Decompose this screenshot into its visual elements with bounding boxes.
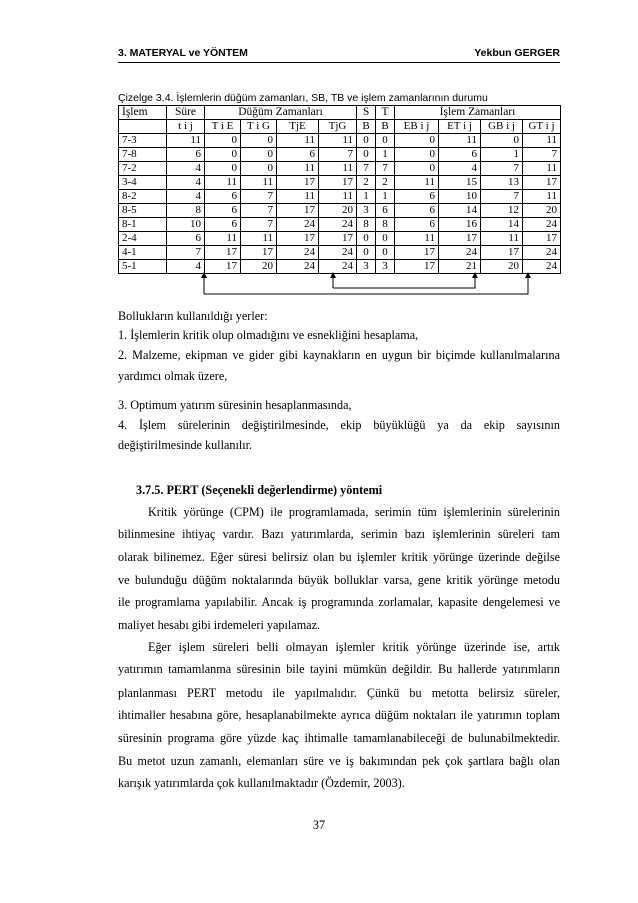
cell-gb: 14 bbox=[481, 218, 523, 232]
cell-tjg: 24 bbox=[319, 260, 357, 274]
cell-sure: 6 bbox=[167, 232, 205, 246]
cell-islem: 8-1 bbox=[119, 218, 167, 232]
cell-sb: 0 bbox=[357, 246, 376, 260]
table-container bbox=[118, 105, 560, 274]
running-header bbox=[118, 44, 560, 63]
table-row bbox=[119, 204, 561, 218]
subheader-tig: T i G bbox=[241, 120, 277, 134]
cell-islem: 7-3 bbox=[119, 134, 167, 148]
cell-sb: 7 bbox=[357, 162, 376, 176]
cell-tje: 17 bbox=[277, 176, 319, 190]
cell-tb: 0 bbox=[376, 134, 395, 148]
arrowhead bbox=[201, 272, 207, 278]
cell-sure: 8 bbox=[167, 204, 205, 218]
cell-tje: 11 bbox=[277, 134, 319, 148]
cell-tb: 3 bbox=[376, 260, 395, 274]
subheader-tjg: TjG bbox=[319, 120, 357, 134]
cell-tjg: 11 bbox=[319, 134, 357, 148]
subheader-empty bbox=[119, 120, 167, 134]
cell-tjg: 7 bbox=[319, 148, 357, 162]
table-row bbox=[119, 246, 561, 260]
cell-tjg: 11 bbox=[319, 190, 357, 204]
header-islem-zamanlari: İşlem Zamanları bbox=[395, 106, 561, 120]
header-t: T bbox=[376, 106, 395, 120]
cell-et: 21 bbox=[439, 260, 481, 274]
cell-tjg: 11 bbox=[319, 162, 357, 176]
cell-et: 11 bbox=[439, 134, 481, 148]
cell-islem: 7-2 bbox=[119, 162, 167, 176]
cell-sure: 4 bbox=[167, 260, 205, 274]
cell-tjg: 20 bbox=[319, 204, 357, 218]
cell-gb: 13 bbox=[481, 176, 523, 190]
cell-gb: 12 bbox=[481, 204, 523, 218]
bracket-arrow-inner bbox=[333, 274, 475, 288]
cell-sure: 4 bbox=[167, 176, 205, 190]
cell-tie: 0 bbox=[205, 162, 241, 176]
cell-et: 4 bbox=[439, 162, 481, 176]
cell-gb: 17 bbox=[481, 246, 523, 260]
cell-sb: 2 bbox=[357, 176, 376, 190]
cell-tb: 0 bbox=[376, 246, 395, 260]
cell-sb: 8 bbox=[357, 218, 376, 232]
cell-tb: 6 bbox=[376, 204, 395, 218]
cell-gt: 24 bbox=[523, 246, 561, 260]
cell-tie: 6 bbox=[205, 218, 241, 232]
cell-eb: 0 bbox=[395, 162, 439, 176]
cell-islem: 8-2 bbox=[119, 190, 167, 204]
header-s: S bbox=[357, 106, 376, 120]
cell-eb: 6 bbox=[395, 218, 439, 232]
header-sure: Süre bbox=[167, 106, 205, 120]
cell-gt: 11 bbox=[523, 162, 561, 176]
paragraph-line: ve bulunduğu düğüm noktalarında büyük bolluklar varsa, gene kritik yörünge metodu bbox=[118, 573, 560, 587]
cell-tb: 1 bbox=[376, 148, 395, 162]
cell-gt: 11 bbox=[523, 190, 561, 204]
table-row bbox=[119, 218, 561, 232]
cell-tjg: 24 bbox=[319, 218, 357, 232]
paragraph-line: bilinmesine ihtiyaç vardır. Bazı yatırımlarda, serimin bazı işlemlerinin süreleri tam bbox=[118, 527, 560, 541]
subheader-tb: B bbox=[376, 120, 395, 134]
cell-gb: 11 bbox=[481, 232, 523, 246]
cell-gt: 11 bbox=[523, 134, 561, 148]
paragraph-line: Kritik yörünge (CPM) ile programlamada, serimin tüm işlemlerinin sürelerinin bbox=[148, 505, 560, 519]
paragraph-line: maliyet hesabı gibi irdemeleri yapılamaz. bbox=[118, 618, 321, 632]
cell-tie: 6 bbox=[205, 204, 241, 218]
table-body bbox=[119, 134, 561, 274]
cell-et: 6 bbox=[439, 148, 481, 162]
cell-eb: 11 bbox=[395, 232, 439, 246]
cell-et: 17 bbox=[439, 232, 481, 246]
table-row bbox=[119, 162, 561, 176]
cell-gb: 0 bbox=[481, 134, 523, 148]
cell-tig: 11 bbox=[241, 232, 277, 246]
cell-tie: 17 bbox=[205, 246, 241, 260]
cell-tje: 24 bbox=[277, 260, 319, 274]
cell-gb: 20 bbox=[481, 260, 523, 274]
cell-tig: 7 bbox=[241, 204, 277, 218]
cell-gb: 1 bbox=[481, 148, 523, 162]
cell-tie: 17 bbox=[205, 260, 241, 274]
cell-tjg: 17 bbox=[319, 232, 357, 246]
uses-intro: Bollukların kullanıldığı yerler: bbox=[118, 309, 268, 323]
cell-tb: 2 bbox=[376, 176, 395, 190]
cell-islem: 8-5 bbox=[119, 204, 167, 218]
header-dugum-zamanlari: Düğüm Zamanları bbox=[205, 106, 357, 120]
subheader-eb: EB i j bbox=[395, 120, 439, 134]
cell-gt: 20 bbox=[523, 204, 561, 218]
cell-tig: 7 bbox=[241, 190, 277, 204]
cell-eb: 11 bbox=[395, 176, 439, 190]
list-item: 1. İşlemlerin kritik olup olmadığını ve esnekliğini hesaplama, bbox=[118, 328, 419, 342]
table-row bbox=[119, 232, 561, 246]
cell-sure: 6 bbox=[167, 148, 205, 162]
cell-sb: 1 bbox=[357, 190, 376, 204]
cell-tb: 1 bbox=[376, 190, 395, 204]
cell-gt: 17 bbox=[523, 232, 561, 246]
table-row bbox=[119, 134, 561, 148]
cell-tig: 11 bbox=[241, 176, 277, 190]
paragraph-line: yatırımın tamamlanma süresinin bile tayini mümkün değildir. Bu hallerde yatırımların bbox=[118, 662, 560, 676]
cell-tig: 0 bbox=[241, 162, 277, 176]
table-caption: Çizelge 3.4. İşlemlerin düğüm zamanları, SB, TB ve işlem zamanlarının durumu bbox=[118, 92, 488, 104]
list-item: 3. Optimum yatırım süresinin hesaplanmasında, bbox=[118, 398, 352, 412]
cell-tie: 0 bbox=[205, 134, 241, 148]
page-number: 37 bbox=[312, 818, 326, 832]
subheader-et: ET i j bbox=[439, 120, 481, 134]
cell-tig: 0 bbox=[241, 134, 277, 148]
cell-tjg: 24 bbox=[319, 246, 357, 260]
cell-sure: 10 bbox=[167, 218, 205, 232]
paragraph-line: planlanması PERT metodu ile yapılmalıdır. Çünkü bu metotta belirsiz süreler, bbox=[118, 686, 560, 700]
paragraph-line: Eğer işlem süreleri belli olmayan işlemler kritik yörünge üzerinde ise, artık bbox=[148, 640, 560, 654]
cell-tje: 6 bbox=[277, 148, 319, 162]
cell-sure: 7 bbox=[167, 246, 205, 260]
header-author: Yekbun GERGER bbox=[474, 47, 560, 59]
cell-tjg: 17 bbox=[319, 176, 357, 190]
table-row bbox=[119, 176, 561, 190]
cell-tie: 11 bbox=[205, 232, 241, 246]
cell-eb: 17 bbox=[395, 246, 439, 260]
cell-gt: 24 bbox=[523, 260, 561, 274]
subheader-sb: B bbox=[357, 120, 376, 134]
cell-tig: 0 bbox=[241, 148, 277, 162]
cell-islem: 3-4 bbox=[119, 176, 167, 190]
table-row bbox=[119, 148, 561, 162]
subheader-tje: TjE bbox=[277, 120, 319, 134]
cell-tig: 20 bbox=[241, 260, 277, 274]
table-subheader-row bbox=[119, 120, 561, 134]
paragraph-line: süresinin programa göre yüzde kaç ihtimalle tamamlanabileceği de bulunabilmektedir. bbox=[118, 731, 560, 745]
cell-sb: 0 bbox=[357, 148, 376, 162]
subheader-tie: T i E bbox=[205, 120, 241, 134]
bracket-arrow-outer bbox=[204, 274, 528, 294]
paragraph-line: ihtimaller hesabına göre, hesaplanabilmekte ayrıca düğüm noktaları ile yatırımın toplam bbox=[118, 708, 560, 722]
cell-islem: 5-1 bbox=[119, 260, 167, 274]
cell-gb: 7 bbox=[481, 162, 523, 176]
bracket-arrows bbox=[118, 272, 560, 298]
cell-tig: 17 bbox=[241, 246, 277, 260]
cell-sb: 3 bbox=[357, 204, 376, 218]
cell-tje: 17 bbox=[277, 232, 319, 246]
cell-gt: 24 bbox=[523, 218, 561, 232]
list-item: değiştirilmesinde kullanılır. bbox=[118, 438, 253, 452]
cell-sure: 4 bbox=[167, 190, 205, 204]
subheader-tij: t i j bbox=[167, 120, 205, 134]
cell-sb: 0 bbox=[357, 232, 376, 246]
paragraph-line: olarak bilinemez. Eğer süresi belirsiz olan bu işlemler kritik yörünge üzerinde değilse bbox=[118, 550, 560, 564]
header-islem: İşlem bbox=[119, 106, 167, 120]
cell-sb: 3 bbox=[357, 260, 376, 274]
list-item: 4. İşlem sürelerinin değiştirilmesinde, ekip büyüklüğü ya da ekip sayısının bbox=[118, 418, 560, 432]
cell-et: 10 bbox=[439, 190, 481, 204]
cell-tb: 7 bbox=[376, 162, 395, 176]
section-heading: 3.7.5. PERT (Seçenekli değerlendirme) yöntemi bbox=[136, 483, 383, 497]
cell-eb: 6 bbox=[395, 204, 439, 218]
cell-tb: 0 bbox=[376, 232, 395, 246]
cell-tje: 11 bbox=[277, 190, 319, 204]
list-item: yardımcı olmak üzere, bbox=[118, 369, 228, 383]
subheader-gb: GB i j bbox=[481, 120, 523, 134]
arrowhead bbox=[472, 272, 478, 278]
paragraph-line: karışık yatırımlarda çok kullanılmaktadır (Özdemir, 2003). bbox=[118, 776, 405, 790]
cell-eb: 6 bbox=[395, 190, 439, 204]
cell-sure: 4 bbox=[167, 162, 205, 176]
list-item: 2. Malzeme, ekipman ve gider gibi kaynakların en uygun bir biçimde kullanılmalarına bbox=[118, 348, 560, 362]
cell-et: 14 bbox=[439, 204, 481, 218]
paragraph-line: Bu metot uzun zamanlı, elemanları süre ve iş bakımından pek çok şartlara bağlı olan bbox=[118, 754, 560, 768]
cell-eb: 17 bbox=[395, 260, 439, 274]
cell-eb: 0 bbox=[395, 148, 439, 162]
cell-tb: 8 bbox=[376, 218, 395, 232]
cell-eb: 0 bbox=[395, 134, 439, 148]
cell-et: 16 bbox=[439, 218, 481, 232]
cell-tje: 17 bbox=[277, 204, 319, 218]
paragraph-line: ile programlama yapılabilir. Ancak iş programında zorlamalar, kapasite dengelemesi ve bbox=[118, 595, 560, 609]
cell-islem: 4-1 bbox=[119, 246, 167, 260]
table-header-row bbox=[119, 106, 561, 120]
cell-et: 15 bbox=[439, 176, 481, 190]
table-row bbox=[119, 190, 561, 204]
cell-gt: 17 bbox=[523, 176, 561, 190]
subheader-gt: GT i j bbox=[523, 120, 561, 134]
cell-gt: 7 bbox=[523, 148, 561, 162]
cell-tje: 11 bbox=[277, 162, 319, 176]
cell-islem: 7-8 bbox=[119, 148, 167, 162]
arrowhead bbox=[330, 272, 336, 278]
cell-tig: 7 bbox=[241, 218, 277, 232]
cell-tje: 24 bbox=[277, 218, 319, 232]
cell-tje: 24 bbox=[277, 246, 319, 260]
cell-sure: 11 bbox=[167, 134, 205, 148]
arrowhead bbox=[525, 272, 531, 278]
cell-tie: 0 bbox=[205, 148, 241, 162]
header-chapter: 3. MATERYAL ve YÖNTEM bbox=[118, 47, 248, 59]
cell-tie: 6 bbox=[205, 190, 241, 204]
cell-islem: 2-4 bbox=[119, 232, 167, 246]
cell-et: 24 bbox=[439, 246, 481, 260]
cell-gb: 7 bbox=[481, 190, 523, 204]
cell-sb: 0 bbox=[357, 134, 376, 148]
cell-tie: 11 bbox=[205, 176, 241, 190]
node-times-table bbox=[118, 105, 561, 274]
